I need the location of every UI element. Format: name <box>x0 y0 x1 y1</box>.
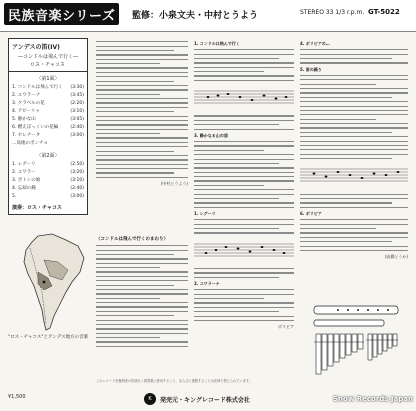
track-time: (3:00) <box>70 133 84 138</box>
south-america-map <box>8 232 88 332</box>
side1-label: 〈第1面〉 <box>36 76 60 82</box>
notes-column-a <box>96 38 188 224</box>
album-artist: ロス・チャコス <box>30 62 65 68</box>
track-title: ポトシの娘 <box>17 178 41 183</box>
section-heading: 6. ボリビア <box>300 211 322 217</box>
side1-tracks <box>12 84 84 148</box>
catalog-number: GT-5022 <box>368 8 400 16</box>
track-number: 5. <box>12 117 17 122</box>
price: ¥1,500 <box>8 394 26 400</box>
track-row <box>12 140 84 148</box>
album-subtitle: ―コンドルは飛んで行く― <box>18 54 79 60</box>
track-number: 2. <box>12 170 17 175</box>
track-title: …高地のポンチョ <box>12 141 48 146</box>
track-number: 1. <box>12 162 17 167</box>
track-row <box>12 92 84 100</box>
author-signature: (高橋とうか) <box>384 254 408 260</box>
performer-credit: 演奏：ロス・チャコス <box>12 205 62 211</box>
music-notation <box>194 241 294 259</box>
track-number: 3. <box>12 178 17 183</box>
credit-label: ボリビア <box>278 324 294 330</box>
track-row <box>12 132 84 140</box>
track-title: レグーリ <box>17 162 36 167</box>
stereo-label: STEREO 33 1/3 r.p.m. <box>300 9 365 16</box>
track-row <box>12 116 84 124</box>
record-label-logo-icon: K <box>144 393 156 405</box>
track-title: ユワラー <box>17 170 36 175</box>
track-time: (2:50) <box>70 162 84 167</box>
section-heading: 1. コンドルは飛んで行く <box>194 41 240 46</box>
track-number: 3. <box>12 101 17 106</box>
track-time: (3:10) <box>70 109 84 114</box>
track-number: 5. <box>12 194 17 199</box>
notes-column-b <box>96 234 188 384</box>
track-row <box>12 108 84 116</box>
track-row <box>12 193 84 201</box>
track-time: (3:30) <box>70 85 84 90</box>
copyright-notice: このレコードを権利者の許諾なく賃貸業に使用すること、ならびに複製することは法律で禁じられています。 <box>96 379 252 383</box>
column-b-heading: 〈コンドルは飛んで行くのまわり〉 <box>96 237 168 242</box>
track-number: 1. <box>12 85 17 90</box>
track-number: 4. <box>12 109 17 114</box>
map-caption: "ロス・チャコス"とアンデス地方の音楽 <box>8 335 89 340</box>
track-time: (3:05) <box>70 117 84 122</box>
panpipe-illustration <box>308 300 408 378</box>
album-title: アンデスの笛(IV) <box>12 44 60 51</box>
track-number: 4. <box>12 186 17 191</box>
track-title: 燃えぼっくいの花輪 <box>17 125 59 130</box>
side2-label: 〈第2面〉 <box>36 153 60 159</box>
track-row <box>12 84 84 92</box>
track-time: (3:10) <box>70 178 84 183</box>
music-notation <box>194 88 294 106</box>
track-number: 6. <box>12 125 17 130</box>
track-title: 静かな山 <box>17 117 36 122</box>
section-heading: 5. 笛の踊り <box>300 66 322 72</box>
tracklist <box>8 72 88 215</box>
track-title: アビーリャ <box>17 109 40 114</box>
track-row <box>12 100 84 108</box>
notes-column-c <box>194 38 294 388</box>
track-time: (3:20) <box>70 170 84 175</box>
side2-tracks <box>12 161 84 201</box>
track-time: (2:40) <box>70 186 84 191</box>
section-heading: 2. ユワラーナ <box>194 281 220 287</box>
track-row <box>12 169 84 177</box>
track-row <box>12 124 84 132</box>
track-number: 7. <box>12 133 17 138</box>
section-heading: 3. 静かなる山の頂 <box>194 132 228 138</box>
track-time: (3:45) <box>70 93 84 98</box>
track-title: コンドルは飛んで行く <box>17 85 63 90</box>
watermark-text: Snow Records Japan <box>333 395 413 403</box>
album-title-box <box>8 38 88 72</box>
track-title: ユワラーナ <box>17 93 41 98</box>
publisher-name: 発売元・キングレコード株式会社 <box>160 397 250 404</box>
track-number: 2. <box>12 93 17 98</box>
left-column <box>8 38 88 408</box>
track-title: 忘却の鐘 <box>17 186 36 191</box>
author-signature: (中村とうよう) <box>160 181 188 187</box>
music-notation <box>300 166 408 184</box>
track-row <box>12 185 84 193</box>
track-time: (2:40) <box>70 125 84 130</box>
track-title: クラベルの花 <box>17 101 45 106</box>
track-time: (3:00) <box>70 194 84 199</box>
supervisors: 監修：小泉文夫・中村とうよう <box>132 11 259 21</box>
section-heading: 1. レグーリ <box>194 211 216 217</box>
track-row <box>12 177 84 185</box>
section-heading: 4. ボリビアの… <box>300 41 330 46</box>
track-time: (2:20) <box>70 101 84 106</box>
series-title: 民族音楽シリーズ <box>4 3 119 25</box>
header-band <box>0 0 416 32</box>
track-row <box>12 161 84 169</box>
track-title: セレナータ <box>17 133 41 138</box>
